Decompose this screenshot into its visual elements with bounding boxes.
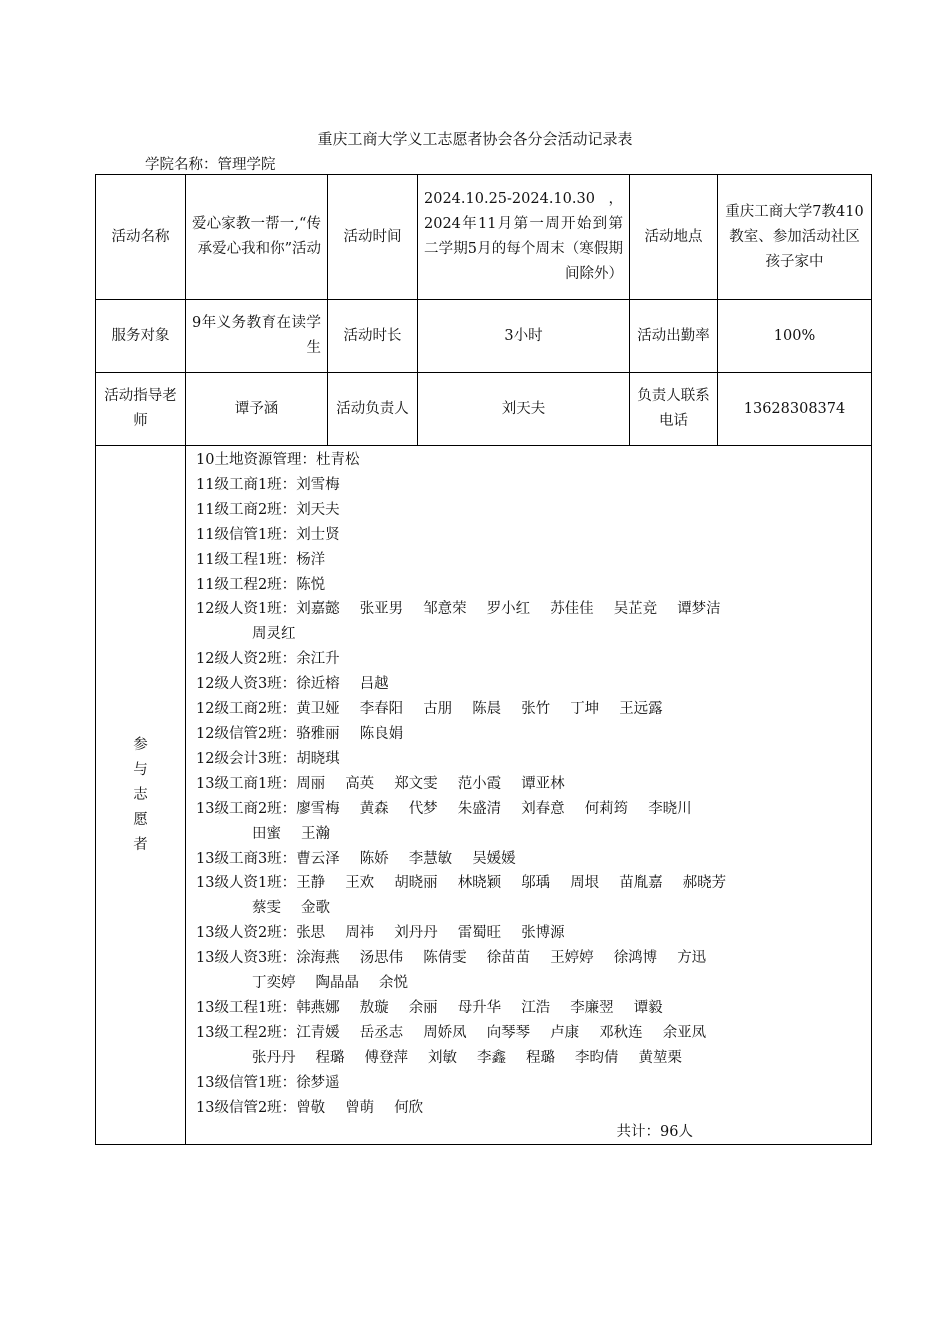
volunteer-name: 邬瑀 xyxy=(521,875,551,892)
participant-row xyxy=(196,1021,871,1046)
participant-row xyxy=(196,847,871,872)
volunteer-name: 范小霞 xyxy=(457,775,502,792)
volunteer-name: 田蜜 xyxy=(252,825,281,842)
activity-location-value: 重庆工商大学7教410教室、参加活动社区孩子家中 xyxy=(718,175,872,300)
participants-list xyxy=(186,446,872,1145)
participant-row xyxy=(196,1071,871,1096)
class-name: 11级工商1班： xyxy=(196,476,297,493)
volunteer-name: 汤思伟 xyxy=(359,950,404,967)
volunteer-name: 陈娇 xyxy=(359,850,389,867)
volunteer-name: 王静 xyxy=(296,875,326,892)
participant-row xyxy=(196,548,871,573)
volunteer-name: 李鑫 xyxy=(477,1049,506,1066)
volunteer-name: 曾敬 xyxy=(296,1099,326,1116)
participant-row xyxy=(196,797,871,822)
volunteer-name: 向琴琴 xyxy=(486,1024,531,1041)
volunteer-name: 杜青松 xyxy=(315,452,360,468)
volunteer-name: 周祎 xyxy=(345,925,375,942)
volunteer-name: 吕越 xyxy=(359,676,389,693)
participants-label-char: 志 xyxy=(133,786,148,803)
row-participants xyxy=(96,446,872,1145)
volunteer-name: 黄堃栗 xyxy=(638,1049,682,1066)
volunteer-name: 傅登萍 xyxy=(364,1049,408,1066)
class-name: 12级人资1班： xyxy=(196,601,297,618)
volunteer-name: 骆雅丽 xyxy=(296,725,340,742)
volunteer-name: 苏佳佳 xyxy=(550,601,594,618)
class-name: 13级工商1班： xyxy=(196,775,297,792)
row-service xyxy=(96,300,872,373)
attendance-label: 活动出勤率 xyxy=(630,300,718,373)
volunteer-name: 岳丞志 xyxy=(359,1024,404,1041)
volunteer-name: 余江升 xyxy=(296,651,340,668)
phone-value: 13628308374 xyxy=(718,373,872,446)
class-name: 13级人资2班： xyxy=(196,925,297,942)
volunteer-name: 古朋 xyxy=(423,701,453,718)
volunteer-name: 林晓颖 xyxy=(457,875,502,892)
volunteer-name: 刘春意 xyxy=(521,800,565,817)
volunteer-name: 王远露 xyxy=(619,701,663,718)
volunteer-name: 朱盛清 xyxy=(457,800,502,817)
class-name: 13级信管1班： xyxy=(196,1074,297,1091)
advisor-value: 谭予涵 xyxy=(186,373,328,446)
volunteer-name: 余悦 xyxy=(379,975,408,992)
volunteer-name: 卢康 xyxy=(550,1024,580,1041)
volunteer-name: 徐近榕 xyxy=(296,676,340,693)
volunteer-name: 黄卫娅 xyxy=(296,701,340,718)
volunteer-name: 余丽 xyxy=(408,999,438,1016)
participant-row xyxy=(196,697,871,722)
volunteer-name: 吴媛媛 xyxy=(472,850,516,867)
participant-row xyxy=(196,672,871,697)
volunteer-name: 谭梦洁 xyxy=(677,601,721,618)
volunteer-name: 郝晓芳 xyxy=(682,875,727,892)
volunteer-name: 陈倩雯 xyxy=(423,950,467,967)
participant-row xyxy=(196,747,871,772)
volunteer-name: 胡晓琪 xyxy=(296,750,340,767)
class-name: 10土地资源管理： xyxy=(196,452,316,468)
volunteer-name: 李晓川 xyxy=(648,800,692,817)
volunteer-name: 涂海燕 xyxy=(296,950,340,967)
volunteer-name: 苗胤嘉 xyxy=(619,875,663,892)
participant-row xyxy=(196,647,871,672)
volunteer-name: 徐苗苗 xyxy=(486,950,531,967)
class-name: 11级信管1班： xyxy=(196,526,297,543)
volunteer-name: 张思 xyxy=(296,925,326,942)
class-name: 12级信管2班： xyxy=(196,725,297,742)
volunteer-name: 曹云泽 xyxy=(296,850,340,867)
class-name: 11级工程2班： xyxy=(196,576,297,593)
volunteer-name: 张亚男 xyxy=(359,601,404,618)
volunteer-name: 周娇凤 xyxy=(423,1024,467,1041)
volunteer-name: 黄森 xyxy=(359,800,389,817)
class-name: 13级人资1班： xyxy=(196,875,297,892)
volunteer-name: 曾萌 xyxy=(345,1099,375,1116)
participant-row xyxy=(196,772,871,797)
volunteer-name: 邹意荣 xyxy=(423,601,467,618)
volunteer-name: 敖璇 xyxy=(359,999,389,1016)
participant-row xyxy=(196,597,871,622)
volunteer-name: 刘雪梅 xyxy=(296,476,340,493)
duration-value: 3小时 xyxy=(418,300,630,373)
volunteer-name: 廖雪梅 xyxy=(296,800,340,817)
class-name: 13级工程1班： xyxy=(196,999,297,1016)
volunteer-name: 李慧敏 xyxy=(408,850,453,867)
volunteer-name: 代梦 xyxy=(408,800,438,817)
class-name: 12级人资3班： xyxy=(196,676,297,693)
participant-row xyxy=(196,523,871,548)
participant-row-continued xyxy=(196,896,871,921)
volunteer-name: 张丹丹 xyxy=(252,1049,296,1066)
activity-time-value: 2024.10.25-2024.10.30，2024年11月第一周开始到第二学期5月的每个周末（寒假期间除外） xyxy=(418,175,630,300)
participant-row xyxy=(196,996,871,1021)
volunteer-name: 母升华 xyxy=(457,999,502,1016)
volunteer-name: 周垠 xyxy=(570,875,600,892)
activity-name-value: 爱心家教一帮一,“传承爱心我和你”活动 xyxy=(186,175,328,300)
volunteer-name: 罗小红 xyxy=(486,601,531,618)
volunteer-name: 丁坤 xyxy=(570,701,600,718)
volunteer-name: 刘丹丹 xyxy=(394,925,438,942)
volunteer-name: 周丽 xyxy=(296,775,326,792)
volunteer-name: 陈良娟 xyxy=(359,725,404,742)
phone-label: 负责人联系电话 xyxy=(630,373,718,446)
volunteer-name: 方迅 xyxy=(677,950,707,967)
volunteer-name: 程璐 xyxy=(526,1049,555,1066)
activity-record-table xyxy=(95,174,872,1145)
volunteer-name: 江青媛 xyxy=(296,1024,340,1041)
volunteer-name: 李昀倩 xyxy=(575,1049,619,1066)
service-target-label: 服务对象 xyxy=(96,300,186,373)
participant-row xyxy=(196,573,871,598)
document-title: 重庆工商大学义工志愿者协会各分会活动记录表 xyxy=(317,130,633,148)
volunteer-name: 刘天夫 xyxy=(296,501,340,518)
class-name: 13级信管2班： xyxy=(196,1099,297,1116)
participant-row xyxy=(196,498,871,523)
volunteer-name: 江浩 xyxy=(521,999,551,1016)
volunteer-name: 何莉筠 xyxy=(584,800,629,817)
volunteer-name: 程璐 xyxy=(315,1049,345,1066)
volunteer-name: 王婷婷 xyxy=(550,950,594,967)
class-name: 12级人资2班： xyxy=(196,651,297,668)
class-name: 11级工商2班： xyxy=(196,501,297,518)
participants-label-char: 愿 xyxy=(133,811,148,828)
volunteer-name: 张博源 xyxy=(521,925,565,942)
volunteer-name: 谭毅 xyxy=(633,999,663,1016)
volunteer-name: 王欢 xyxy=(345,875,375,892)
participants-label-char: 参 xyxy=(133,736,148,753)
volunteer-name: 刘敏 xyxy=(428,1049,457,1066)
duration-label: 活动时长 xyxy=(328,300,418,373)
volunteer-name: 刘嘉懿 xyxy=(296,601,340,618)
service-target-value: 9年义务教育在读学生 xyxy=(186,300,328,373)
class-name: 13级工程2班： xyxy=(196,1024,297,1041)
volunteer-name: 王瀚 xyxy=(301,825,330,842)
participant-row xyxy=(196,448,871,473)
volunteer-name: 杨洋 xyxy=(296,551,326,568)
volunteer-name: 韩燕娜 xyxy=(296,999,340,1016)
participants-total: 共计：96人 xyxy=(616,1124,693,1141)
volunteer-name: 张竹 xyxy=(521,701,551,718)
advisor-label: 活动指导老师 xyxy=(96,373,186,446)
class-name: 11级工程1班： xyxy=(196,551,297,568)
class-name: 12级工商2班： xyxy=(196,701,297,718)
participant-row xyxy=(196,921,871,946)
row-advisor xyxy=(96,373,872,446)
volunteer-name: 李春阳 xyxy=(359,701,404,718)
volunteer-name: 周灵红 xyxy=(252,626,296,643)
class-name: 12级会计3班： xyxy=(196,750,297,767)
volunteer-name: 谭亚林 xyxy=(521,775,565,792)
volunteer-name: 徐鸿博 xyxy=(613,950,658,967)
leader-value: 刘天夫 xyxy=(418,373,630,446)
college-name: 学院名称：管理学院 xyxy=(145,157,276,173)
participant-row xyxy=(196,946,871,971)
volunteer-name: 高英 xyxy=(345,775,375,792)
attendance-value: 100% xyxy=(718,300,872,373)
volunteer-name: 余亚凤 xyxy=(662,1024,707,1041)
participant-row-continued xyxy=(196,822,871,847)
volunteer-name: 胡晓丽 xyxy=(394,875,438,892)
participants-label-char: 与 xyxy=(133,761,148,778)
volunteer-name: 陈晨 xyxy=(472,701,502,718)
volunteer-name: 雷蜀旺 xyxy=(457,925,502,942)
volunteer-name: 刘士贤 xyxy=(296,526,340,543)
activity-name-label: 活动名称 xyxy=(96,175,186,300)
class-name: 13级人资3班： xyxy=(196,950,297,967)
participant-row xyxy=(196,473,871,498)
participant-row-continued xyxy=(196,1046,871,1071)
row-activity xyxy=(96,175,872,300)
participant-row xyxy=(196,871,871,896)
participant-row-continued xyxy=(196,971,871,996)
volunteer-name: 金歌 xyxy=(301,900,330,917)
volunteer-name: 李廉翌 xyxy=(570,999,614,1016)
volunteer-name: 陶晶晶 xyxy=(315,975,359,992)
volunteer-name: 何欣 xyxy=(394,1099,424,1116)
activity-time-label: 活动时间 xyxy=(328,175,418,300)
class-name: 13级工商2班： xyxy=(196,800,297,817)
volunteer-name: 陈悦 xyxy=(296,576,326,593)
volunteer-name: 丁奕婷 xyxy=(252,975,296,992)
participant-row xyxy=(196,722,871,747)
volunteer-name: 邓秋连 xyxy=(599,1024,643,1041)
volunteer-name: 蔡雯 xyxy=(252,900,281,917)
leader-label: 活动负责人 xyxy=(328,373,418,446)
participant-row xyxy=(196,1096,871,1121)
volunteer-name: 郑文雯 xyxy=(394,775,438,792)
volunteer-name: 徐梦遥 xyxy=(296,1074,340,1091)
volunteer-name: 吴芷竞 xyxy=(613,601,658,618)
participants-label xyxy=(96,446,186,1145)
class-name: 13级工商3班： xyxy=(196,850,297,867)
activity-location-label: 活动地点 xyxy=(630,175,718,300)
participants-label-char: 者 xyxy=(133,836,148,853)
participant-row-continued xyxy=(196,622,871,647)
